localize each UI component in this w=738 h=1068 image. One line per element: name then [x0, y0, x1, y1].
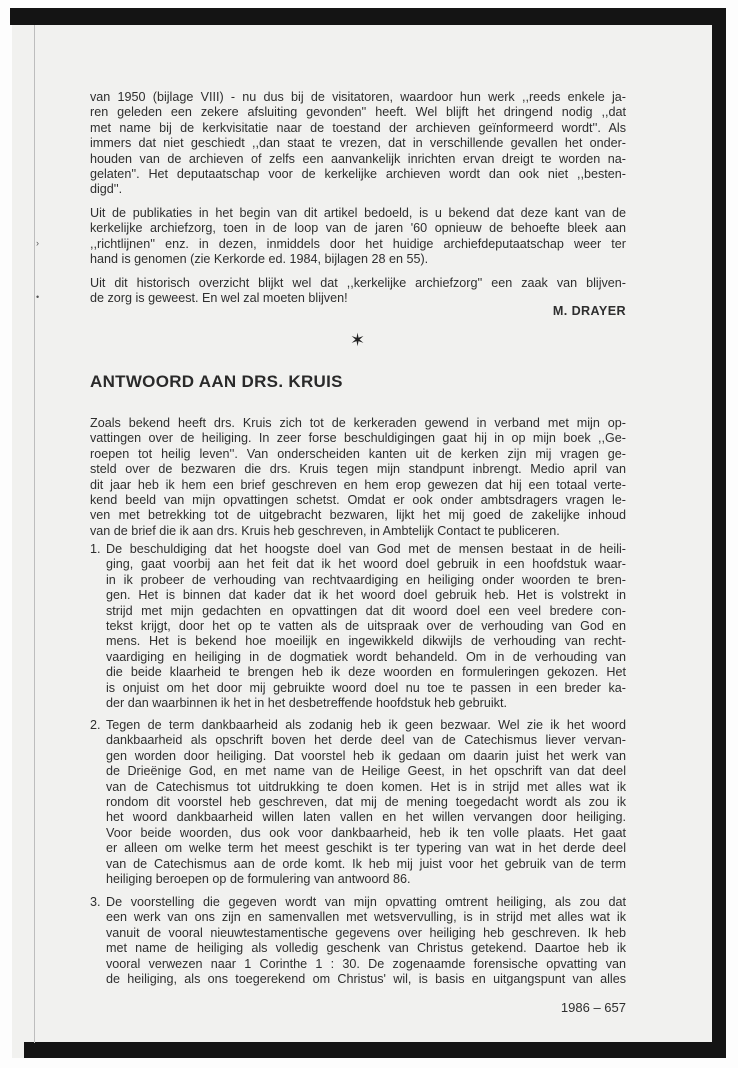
text-line: de zorg is geweest. En wel zal moeten blijven!: [90, 291, 348, 306]
paragraph: [90, 276, 626, 307]
text-line: gen. Het is binnen dat kader dat ik het woord doel gebruik heb. Het is volstrekt in: [106, 588, 626, 603]
item-number: 2.: [90, 718, 101, 732]
text-line: van de brief die ik aan drs. Kruis heb geschreven, in Ambtelijk Contact te publiceren.: [90, 523, 560, 538]
item-text: [106, 718, 626, 887]
text-line: tekst krijgt, door het op te vatten als de uitspraak over de verhouding van God en: [106, 618, 626, 633]
paragraph: [90, 206, 626, 268]
text-line: van de Catechismus aan de orde komt. Ik heb mij juist voor het gebruik van de term: [106, 856, 626, 871]
paragraph: [90, 90, 626, 198]
text-line: Uit de publikaties in het begin van dit artikel bedoeld, is u bekend dat deze kant van de: [90, 206, 626, 220]
text-line: de Drieënige God, en met name van de Heilige Geest, in het opschrift van dat deel: [106, 764, 626, 779]
margin-mark: ›: [36, 238, 39, 248]
text-line: die beide klaarheid te brengen heb ik deze woorden en formuleringen gekozen. Het: [106, 665, 626, 680]
margin-mark: •: [36, 292, 40, 302]
article-heading: ANTWOORD AAN DRS. KRUIS: [90, 372, 343, 391]
scan-border-bottom: [24, 1042, 726, 1058]
text-line: vooral verwezen naar 1 Corinthe 1 : 30. De zogenaamde forensische opvatting van: [106, 956, 626, 971]
text-line: Tegen de term dankbaarheid als zodanig heb ik geen bezwaar. Wel zie ik het woord: [106, 718, 626, 732]
text-line: ren geleden een zekere afsluiting gevonden'' heeft. Wel blijft het dringend nodig ,,dat: [90, 105, 626, 120]
text-line: kend beeld van mijn opvattingen schetst. Omdat er ook onder ambtsdragers vragen le-: [90, 492, 626, 507]
text-line: der dan waarbinnen ik het in het desbetreffende hoofdstuk heb gebruikt.: [106, 695, 507, 710]
item-number: 3.: [90, 895, 101, 909]
text-line: Uit dit historisch overzicht blijkt wel dat ,,kerkelijke archiefzorg'' een zaak van blijven-: [90, 276, 626, 290]
text-line: met name de heiliging als volledig geschenk van Christus getekend. Daartoe heb ik: [106, 941, 626, 956]
item-text: [106, 542, 626, 711]
text-line: gelaten''. Het deputaatschap voor de kerkelijke archieven wordt dan ook niet ,,besten-: [90, 166, 626, 181]
text-line: vattingen over de heiliging. In zeer forse beschuldigingen gaat hij in op mijn boek ,,Ge-: [90, 431, 626, 446]
text-line: Voor beide woorden, dus ook voor dankbaarheid, heb ik ten volle plaats. Het gaat: [106, 825, 626, 840]
text-line: in ik probeer de verhouding van rechtvaardiging en heiliging onder woorden te bren-: [106, 572, 626, 587]
text-line: vaardiging en heiliging in de dogmatiek wordt behandeld. Om in de verhouding van: [106, 649, 626, 664]
text-line: De beschuldiging dat het hoogste doel van God met de mensen bestaat in de heili-: [106, 542, 626, 556]
intro-paragraph: [90, 416, 626, 539]
text-line: dit jaar heb ik hem een brief geschreven en hem erop gewezen dat hij een totaal verte-: [90, 477, 626, 492]
item-number: 1.: [90, 542, 101, 556]
scan-border-top: [10, 8, 726, 25]
scan-edge-left: [34, 25, 35, 1043]
text-line: van de Catechismus tot uitdrukking te doen komen. Het is in strijd met alles wat ik: [106, 779, 626, 794]
text-line: digd''.: [90, 182, 123, 197]
text-line: ging, gaat voorbij aan het feit dat ik het woord doel gebruik in een hoofdstuk waar-: [106, 557, 626, 572]
text-line: dankbaarheid als opschrift boven het derde deel van de Catechismus liever vervan-: [106, 733, 626, 748]
separator-star-icon: ✶: [350, 330, 366, 350]
page-number: 1986 – 657: [560, 1000, 626, 1015]
text-line: immers dat niet geschiedt ,,dan staat te vrezen, dat in verschillende gevallen het onder-: [90, 136, 626, 151]
text-line: mens. Het is bekend hoe moeilijk en ingewikkeld dikwijls de verhouding van recht-: [106, 634, 626, 649]
text-line: een werk van ons zijn en samenvallen met wetsvervulling, is in strijd met alles wat ik: [106, 910, 626, 925]
text-line: roepen tot heilig leven''. Van onderscheiden kanten uit de kerken zijn mij vragen ge-: [90, 446, 626, 461]
numbered-item: [90, 542, 626, 711]
numbered-item: [90, 895, 626, 987]
text-line: ven met betrekking tot de uitgebracht bezwaren, lijkt het mij goed de zakelijke inhoud: [90, 508, 626, 523]
text-line: rondom dit voorstel heb geschreven, dat mij de mening toegedacht wordt als zou ik: [106, 794, 626, 809]
text-line: houden van de archieven of zelfs een aanvankelijk inrichten ervan dreigt te worden na-: [90, 151, 626, 166]
numbered-item: [90, 718, 626, 887]
author-signature: M. DRAYER: [552, 304, 626, 318]
text-line: hand is genomen (zie Kerkorde ed. 1984, bijlagen 28 en 55).: [90, 252, 429, 267]
scan-border-right: [712, 8, 726, 1058]
item-text: [106, 895, 626, 987]
text-line: gen worden door heiliging. Dat voorstel heb ik gedaan om daarin juist het werk van: [106, 748, 626, 763]
text-line: kerkelijke archiefzorg, toen in de loop van de jaren '60 opnieuw de behoefte bleek aan: [90, 221, 626, 236]
text-line: met name bij de kerkvisitatie naar de toestand der archieven geïnformeerd wordt''. Als: [90, 120, 626, 135]
text-line: heiliging beroepen op de formulering van antwoord 86.: [106, 871, 411, 886]
text-line: strijd met mijn gedachten en opvattingen dat dit woord doel een veel bredere con-: [106, 603, 626, 618]
text-line: Zoals bekend heeft drs. Kruis zich tot de kerkeraden gewend in verband met mijn op-: [90, 416, 626, 430]
text-line: van 1950 (bijlage VIII) - nu dus bij de visitatoren, waardoor hun werk ,,reeds enkele ja-: [90, 90, 626, 104]
text-line: De voorstelling die gegeven wordt van mijn opvatting omtrent heiliging, als zou dat: [106, 895, 626, 909]
text-line: het woord dankbaarheid willen laten vallen en het willen vervangen door heiliging.: [106, 810, 626, 825]
text-line: steld over de bezwaren die drs. Kruis tegen mijn standpunt inbrengt. Medio april van: [90, 462, 626, 477]
text-line: vanuit de vooral nieuwtestamentische gegevens over heiliging heb geschreven. Ik heb: [106, 925, 626, 940]
text-line: is onjuist om het door mij gebruikte woord doel nu toe te passen in een breder ka-: [106, 680, 626, 695]
text-line: de heiliging, als ons toegerekend om Christus' wil, is basis en uitgangspunt van alles: [106, 971, 626, 986]
text-line: ,,richtlijnen'' enz. in dezen, inmiddels door het huidige archiefdeputaatschap weer ter: [90, 236, 626, 251]
text-line: er alleen om welke term het meest geschikt is ter typering van wat in het derde deel: [106, 841, 626, 856]
